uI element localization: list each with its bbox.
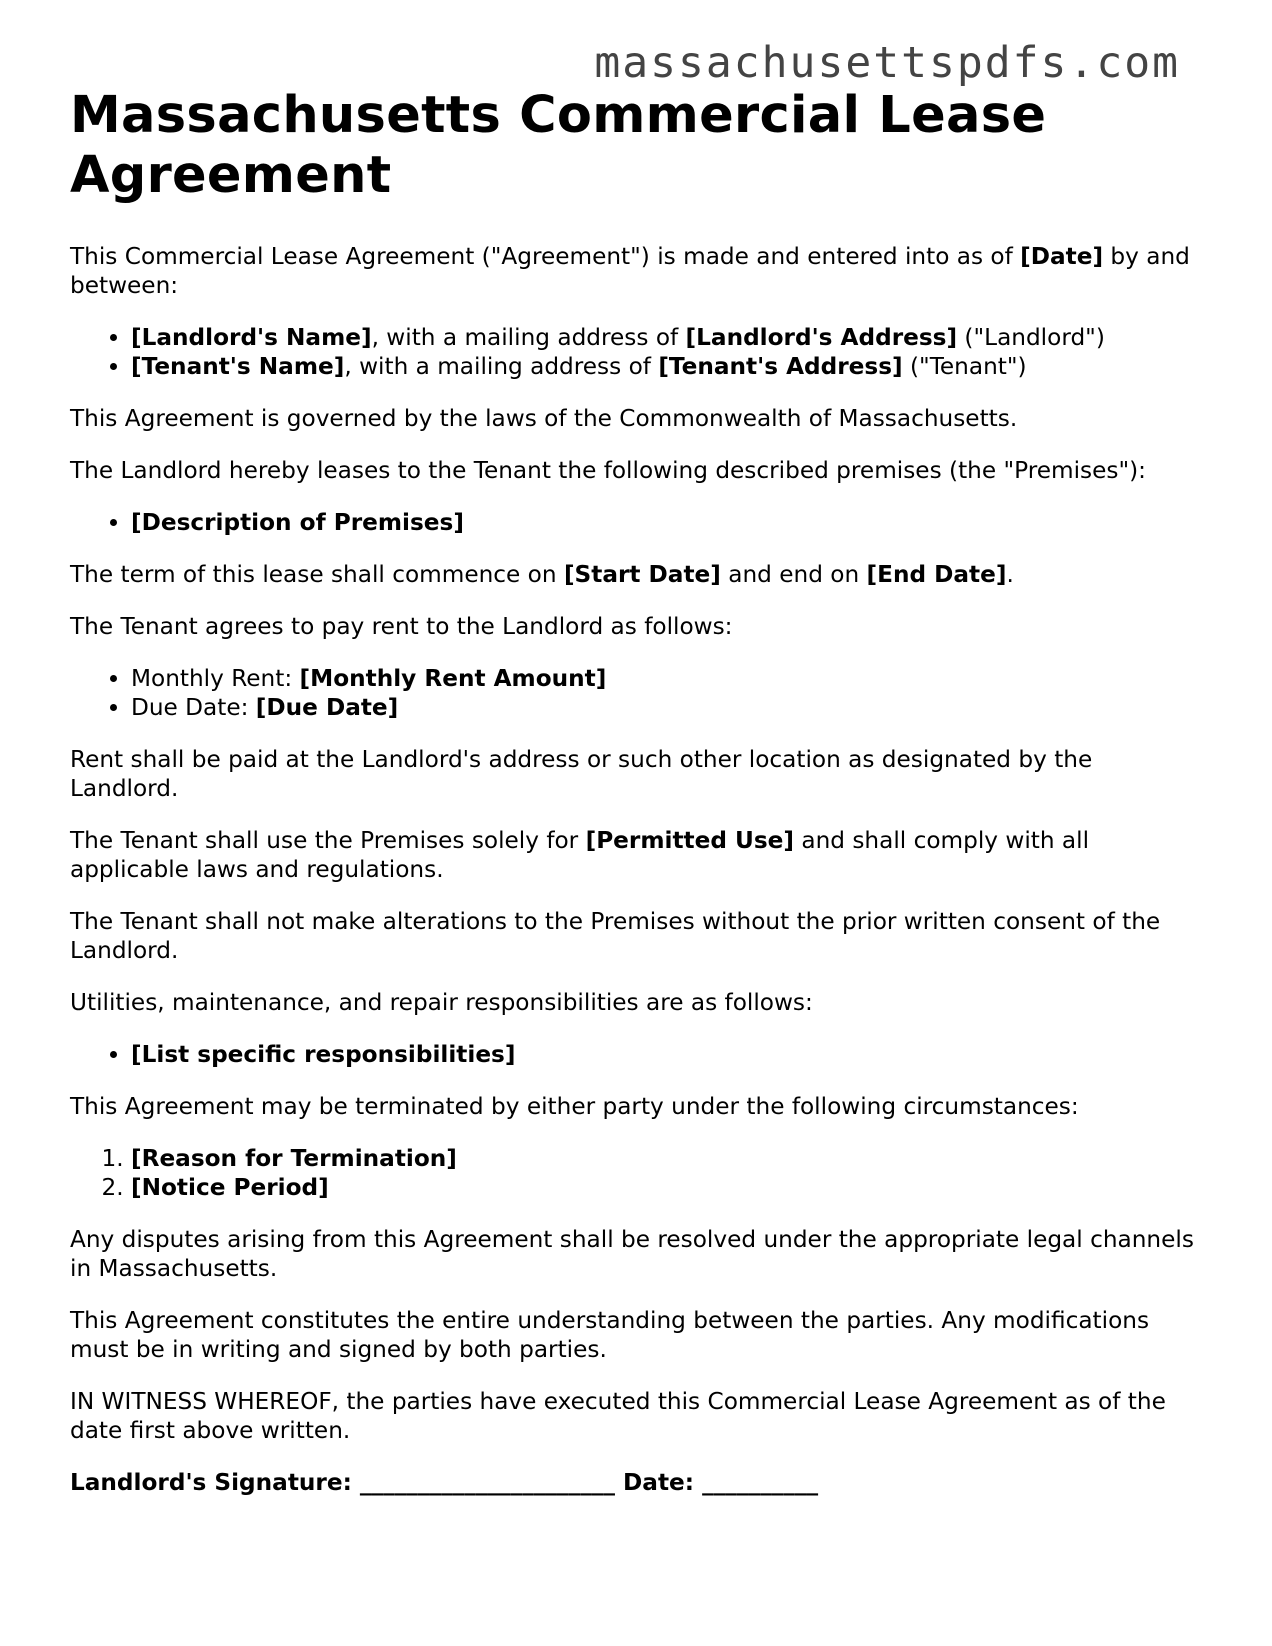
intro-text: This Commercial Lease Agreement ("Agreement") is made and entered into as of	[70, 243, 1021, 270]
termination-list	[70, 1144, 1200, 1202]
tenant-address: [Tenant's Address]	[658, 353, 903, 380]
document-page	[70, 86, 1200, 1497]
entire-agreement-paragraph: This Agreement constitutes the entire understanding between the parties. Any modifications must be in writing and signed by both parties.	[70, 1307, 1150, 1363]
signature-blank[interactable]: ______________________	[359, 1469, 615, 1496]
due-date-placeholder: [Due Date]	[255, 694, 399, 721]
landlord-address: [Landlord's Address]	[685, 324, 958, 351]
landlord-name: [Landlord's Name]	[131, 324, 372, 351]
use-text: The Tenant shall use the Premises solely for	[70, 827, 586, 854]
tenant-name: [Tenant's Name]	[131, 353, 345, 380]
list-item	[131, 1040, 1200, 1069]
term-text-end: .	[1006, 561, 1014, 588]
party-text: , with a mailing address of	[344, 353, 659, 380]
rent-label: Due Date:	[131, 694, 256, 721]
list-item	[131, 1144, 1200, 1173]
utilities-list	[70, 1040, 1200, 1069]
premises-intro-paragraph: The Landlord hereby leases to the Tenant the following described premises (the "Premises"):	[70, 457, 1146, 484]
premises-placeholder: [Description of Premises]	[131, 509, 464, 536]
signature-label: Landlord's Signature:	[70, 1469, 360, 1496]
governing-law-paragraph: This Agreement is governed by the laws of the Commonwealth of Massachusetts.	[70, 405, 1018, 432]
permitted-use-placeholder: [Permitted Use]	[585, 827, 794, 854]
signature-line	[70, 1468, 1200, 1497]
rent-intro-paragraph: The Tenant agrees to pay rent to the Landlord as follows:	[70, 613, 733, 640]
list-item-monthly-rent	[131, 664, 1200, 693]
notice-period-placeholder: [Notice Period]	[131, 1174, 329, 1201]
party-role: ("Landlord")	[957, 324, 1105, 351]
signature-date-label: Date:	[614, 1469, 703, 1496]
list-item-tenant	[131, 352, 1200, 381]
list-item-landlord	[131, 323, 1200, 352]
disputes-paragraph: Any disputes arising from this Agreement shall be resolved under the appropriate legal channels in Massachusetts.	[70, 1226, 1194, 1282]
signature-date-blank[interactable]: __________	[702, 1469, 819, 1496]
termination-intro-paragraph: This Agreement may be terminated by either party under the following circumstances:	[70, 1093, 1079, 1120]
responsibilities-placeholder: [List specific responsibilities]	[131, 1041, 516, 1068]
termination-reason-placeholder: [Reason for Termination]	[131, 1145, 457, 1172]
rent-location-paragraph: Rent shall be paid at the Landlord's address or such other location as designated by the Landlord.	[70, 746, 1093, 802]
monthly-rent-placeholder: [Monthly Rent Amount]	[299, 665, 607, 692]
premises-list	[70, 508, 1200, 537]
alterations-paragraph: The Tenant shall not make alterations to the Premises without the prior written consent of the Landlord.	[70, 908, 1161, 964]
watermark-text: massachusettspdfs.com	[594, 38, 1180, 88]
date-placeholder: [Date]	[1020, 243, 1104, 270]
list-item	[131, 508, 1200, 537]
start-date-placeholder: [Start Date]	[563, 561, 721, 588]
intro-paragraph	[70, 242, 1200, 300]
witness-paragraph: IN WITNESS WHEREOF, the parties have executed this Commercial Lease Agreement as of the date first above written.	[70, 1388, 1166, 1444]
party-text: , with a mailing address of	[371, 324, 686, 351]
party-role: ("Tenant")	[902, 353, 1027, 380]
end-date-placeholder: [End Date]	[866, 561, 1007, 588]
list-item	[131, 1173, 1200, 1202]
intro-text-end: by and between:	[70, 243, 1190, 299]
list-item-due-date	[131, 693, 1200, 722]
rent-label: Monthly Rent:	[131, 665, 300, 692]
parties-list	[70, 323, 1200, 381]
rent-list	[70, 664, 1200, 722]
document-title: Massachusetts Commercial Lease Agreement	[70, 86, 1047, 205]
utilities-intro-paragraph: Utilities, maintenance, and repair responsibilities are as follows:	[70, 989, 813, 1016]
use-text-end: and shall comply with all applicable laws and regulations.	[70, 827, 1090, 883]
term-paragraph	[70, 560, 1200, 589]
use-paragraph	[70, 826, 1200, 884]
term-text-mid: and end on	[720, 561, 867, 588]
term-text: The term of this lease shall commence on	[70, 561, 564, 588]
